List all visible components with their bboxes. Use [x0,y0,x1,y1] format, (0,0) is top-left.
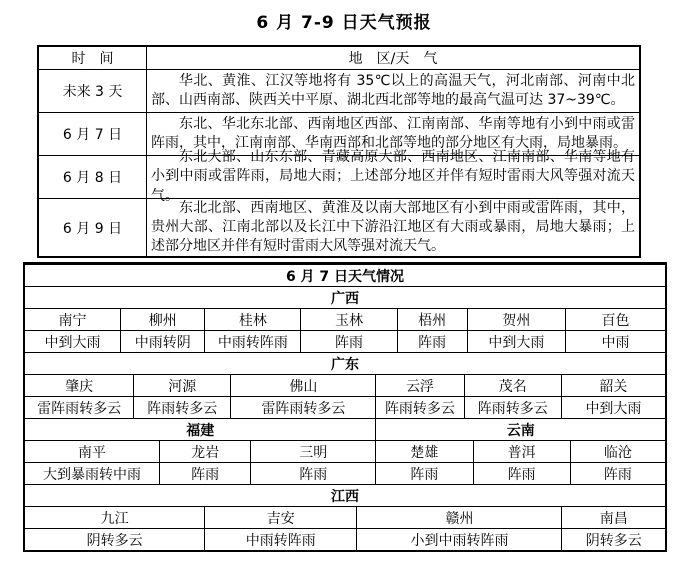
day-weather-table [23,262,667,552]
weather-row-fujian-yunnan [25,462,665,484]
city-cell: 普洱 [473,441,570,462]
weather-cell: 雷阵雨转多云 [37,400,122,417]
city-cell: 云浮 [375,375,463,396]
forecast-text: 东北、华北东北部、西南地区西部、江南南部、华南等地有小到中雨或雷阵雨，其中，江南南部、华南西部和北部等地的部分地区有大雨，局地暴雨。 [151,115,635,151]
forecast-period-label: 6 月 7 日 [39,113,147,155]
city-cell: 茂名 [464,375,561,396]
weather-cell: 阵雨转多云 [133,397,230,418]
city-cell: 临沧 [570,441,665,462]
weather-cell: 阵雨 [250,463,375,484]
weather-cell: 阴转多云 [561,529,665,550]
forecast-text-cell [147,199,639,256]
column-header-region: 地 区/天 气 [348,51,438,67]
city-cell: 桂林 [204,309,300,330]
weather-cell: 小到中雨转阵雨 [356,529,561,550]
weather-cell: 阵雨 [300,331,396,352]
city-row-jiangxi [25,506,665,528]
weather-cell: 中到大雨 [44,334,101,351]
weather-row-jiangxi [25,528,665,550]
city-cell: 贺州 [467,309,565,330]
province-header-row [25,484,665,506]
table-row [39,69,639,112]
forecast-period-label: 未来 3 天 [39,70,147,112]
forecast-text-cell [147,70,639,112]
forecast-period-label: 6 月 9 日 [39,199,147,256]
city-cell: 三明 [250,441,375,462]
forecast-period-label: 6 月 8 日 [39,156,147,198]
weather-cell: 中雨 [565,331,665,352]
weather-cell: 大到暴雨转中雨 [42,466,141,483]
province-header-guangxi: 广西 [331,290,359,307]
table-row [39,149,639,204]
table-row [39,198,639,256]
forecast-table [37,45,641,258]
weather-cell: 阵雨 [375,463,472,484]
city-cell: 河源 [133,375,230,396]
city-row-guangxi [25,308,665,330]
page-title: 6 月 7-9 日天气预报 [256,13,432,33]
weather-cell: 阵雨 [397,331,467,352]
province-header-row [25,286,665,308]
city-cell: 梧州 [397,309,467,330]
day-table-title-row [25,265,665,286]
city-cell: 韶关 [561,375,665,396]
city-cell: 吉安 [204,507,356,528]
province-header-fujian: 福建 [186,422,215,439]
city-cell: 楚雄 [375,441,472,462]
weather-cell: 阵雨 [159,463,250,484]
forecast-text-cell [147,149,639,204]
city-cell: 佛山 [230,375,375,396]
weather-cell: 阵雨 [570,463,665,484]
city-cell: 玉林 [300,309,396,330]
city-cell: 南宁 [58,312,87,329]
province-header-jiangxi: 江西 [331,488,359,505]
city-cell: 赣州 [356,507,561,528]
province-header-yunnan: 云南 [375,419,665,440]
forecast-header-row [39,47,639,69]
city-cell: 百色 [565,309,665,330]
weather-row-guangxi [25,330,665,352]
weather-cell: 中到大雨 [561,397,665,418]
weather-cell: 雷阵雨转多云 [230,397,375,418]
column-header-time: 时 间 [39,47,147,69]
weather-cell: 中雨转阵雨 [204,529,356,550]
weather-row-guangdong [25,396,665,418]
forecast-text: 东北大部、山东东部、青藏高原大部、西南地区、江南南部、华南等地有小到中雨或雷阵雨，局地大雨；上述部分地区并伴有短时雷雨大风等强对流天气。 [151,149,635,204]
city-cell: 九江 [100,510,129,527]
forecast-text: 东北北部、西南地区、黄淮及以南大部地区有小到中雨或雷阵雨，其中，贵州大部、江南北部以及长江中下游沿江地区有大雨或暴雨，局地大暴雨；上述部分地区并伴有短时雷雨大风等强对流天气。 [151,199,635,255]
province-header-row [25,418,665,440]
weather-cell: 中到大雨 [467,331,565,352]
weather-cell: 阵雨转多云 [375,397,463,418]
city-cell: 柳州 [120,309,204,330]
city-row-guangdong [25,374,665,396]
province-header-row [25,352,665,374]
weather-cell: 中雨转阵雨 [204,331,300,352]
city-cell: 肇庆 [65,378,94,395]
city-cell: 南平 [77,444,106,461]
day-table-title: 6 月 7 日天气情况 [285,268,405,285]
weather-cell: 阵雨 [473,463,570,484]
weather-cell: 中雨转阴 [120,331,204,352]
province-header-guangdong: 广东 [331,356,359,373]
city-cell: 龙岩 [159,441,250,462]
forecast-text: 华北、黄淮、江汉等地将有 35℃以上的高温天气，河北南部、河南中北部、山西南部、陕西关中平原、湖北西北部等地的最高气温可达 37~39℃。 [151,72,635,108]
city-cell: 南昌 [561,507,665,528]
weather-cell: 阴转多云 [86,532,143,549]
weather-cell: 阵雨转多云 [464,397,561,418]
city-row-fujian-yunnan [25,440,665,462]
